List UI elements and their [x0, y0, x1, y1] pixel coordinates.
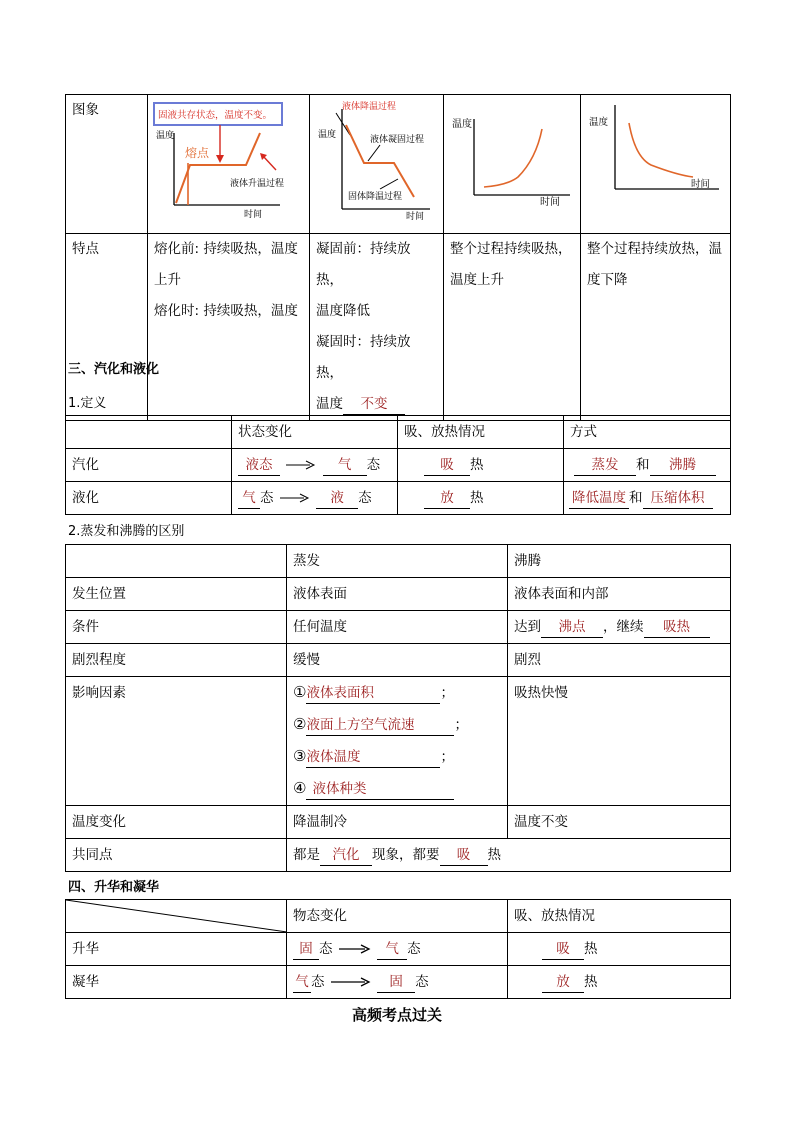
and-text: 和 — [629, 490, 643, 506]
deposition-label: 凝华 — [66, 966, 287, 999]
melting-graph — [148, 95, 310, 234]
heat-suffix: 热 — [584, 941, 598, 957]
state-suffix: 态 — [319, 941, 333, 957]
heat-suffix: 热 — [584, 974, 598, 990]
evaporation-cell: 缓慢 — [287, 644, 508, 677]
header-cell: 方式 — [564, 416, 731, 449]
evaporation-cell: 任何温度 — [287, 611, 508, 644]
graph1-mark: 熔点 — [185, 146, 210, 160]
answer-blank: 固 — [293, 939, 319, 960]
circled-number: ① — [293, 683, 307, 701]
solidifying-feature-line: 凝固时：持续放热， — [316, 334, 411, 381]
answer-blank: 固 — [377, 972, 415, 993]
section4-heading: 四、升华和凝华 — [68, 880, 160, 895]
state-suffix: 态 — [415, 974, 429, 990]
answer-blank: 气 — [377, 939, 407, 960]
answer-blank: 放 — [542, 972, 584, 993]
answer-blank: 气 — [323, 455, 367, 476]
graph1-ylabel: 温度 — [156, 131, 175, 141]
row-label: 温度变化 — [66, 806, 287, 839]
melting-feature-line: 熔化前: 持续吸热，温度 — [154, 241, 298, 257]
right-arrow-icon — [329, 976, 373, 988]
state-suffix: 态 — [260, 490, 274, 506]
evaporation-cell: 降温制冷 — [287, 806, 508, 839]
answer-blank: 沸点 — [541, 617, 603, 638]
liquefaction-label: 液化 — [66, 482, 232, 515]
boiling-cell: 温度不变 — [508, 806, 731, 839]
circled-number: ④ — [293, 779, 307, 797]
heating-feature-line: 整个过程持续吸热， — [450, 241, 572, 257]
sublimation-label: 升华 — [66, 933, 287, 966]
graph3-xlabel: 时间 — [540, 197, 560, 208]
answer-blank: 吸 — [542, 939, 584, 960]
header-cell: 状态变化 — [232, 416, 398, 449]
row-label-graph: 图象 — [66, 95, 148, 234]
solidifying-graph — [310, 95, 444, 234]
graph4-ylabel: 温度 — [589, 117, 609, 128]
evaporation-factors — [287, 677, 508, 806]
answer-blank: 液态 — [238, 455, 280, 476]
text: 达到 — [514, 619, 541, 635]
text: 都是 — [293, 847, 320, 863]
right-arrow-icon — [337, 943, 373, 955]
liquefaction-heat — [398, 482, 564, 515]
answer-blank: 吸 — [440, 845, 488, 866]
evaporation-boiling-table — [65, 544, 731, 872]
and-text: 和 — [636, 457, 650, 473]
graph2-xlabel: 时间 — [406, 212, 425, 221]
row-label: 影响因素 — [66, 677, 287, 806]
answer-blank: 沸腾 — [650, 455, 716, 476]
row-label-feature: 特点 — [66, 234, 148, 421]
melting-feature-line: 上升 — [154, 272, 181, 288]
footer-title: 高频考点过关 — [351, 1006, 442, 1024]
answer-blank: 吸热 — [644, 617, 710, 638]
header-cell — [66, 545, 287, 578]
answer-blank: 降低温度 — [569, 488, 629, 509]
graph2-ylabel: 温度 — [318, 130, 337, 140]
boiling-cell: 液体表面和内部 — [508, 578, 731, 611]
definition-table — [65, 415, 731, 515]
melting-features — [148, 234, 310, 421]
section3-sub2: 2.蒸发和沸腾的区别 — [68, 524, 185, 539]
answer-blank: 气 — [293, 972, 311, 993]
right-arrow-icon — [278, 492, 312, 504]
sublimation-heat — [508, 933, 731, 966]
cooling-feature-line: 度下降 — [587, 272, 628, 288]
graph1-note: 液体升温过程 — [230, 179, 285, 189]
header-cell: 蒸发 — [287, 545, 508, 578]
header-cell: 吸、放热情况 — [508, 900, 731, 933]
boiling-cell: 剧烈 — [508, 644, 731, 677]
vaporization-methods — [564, 449, 731, 482]
graph1-box-text: 固液共存状态，温度不变。 — [158, 110, 273, 121]
melting-curve-chart — [148, 95, 310, 221]
diagonal-line — [66, 900, 287, 932]
heating-feature-line: 温度上升 — [450, 272, 504, 288]
section3-heading: 三、汽化和液化 — [68, 362, 160, 377]
cooling-curve-chart — [581, 95, 731, 221]
row-label: 发生位置 — [66, 578, 287, 611]
header-cell: 沸腾 — [508, 545, 731, 578]
answer-blank: 压缩体积 — [643, 488, 713, 509]
answer-blank: 液体温度 — [306, 747, 440, 768]
solidifying-curve-chart — [310, 95, 444, 221]
graph-feature-table — [65, 94, 731, 421]
deposition-state-change — [287, 966, 508, 999]
state-suffix: 态 — [358, 490, 372, 506]
text: 现象，都要 — [372, 847, 440, 863]
boiling-cell: 吸热快慢 — [508, 677, 731, 806]
liquefaction-methods — [564, 482, 731, 515]
circled-number: ② — [293, 715, 307, 733]
common-cell — [287, 839, 731, 872]
separator: ； — [440, 685, 454, 701]
separator: ； — [440, 749, 454, 765]
state-suffix: 态 — [311, 974, 325, 990]
answer-blank: 气 — [238, 488, 260, 509]
deposition-heat — [508, 966, 731, 999]
graph1-xlabel: 时间 — [244, 210, 263, 220]
evaporation-cell: 液体表面 — [287, 578, 508, 611]
row-label: 条件 — [66, 611, 287, 644]
answer-blank: 液面上方空气流速 — [306, 715, 454, 736]
solidifying-feature-line: 温度降低 — [316, 303, 370, 319]
melting-feature-line: 熔化时: 持续吸热，温度 — [154, 303, 298, 319]
answer-blank: 液体种类 — [306, 779, 454, 800]
state-suffix: 态 — [407, 941, 421, 957]
graph2-mid-note: 液体凝固过程 — [370, 135, 425, 145]
solidifying-feature-line: 凝固前：持续放热， — [316, 241, 411, 288]
heating-curve-chart — [444, 95, 581, 221]
header-cell: 物态变化 — [287, 900, 508, 933]
header-cell: 吸、放热情况 — [398, 416, 564, 449]
answer-blank: 汽化 — [320, 845, 372, 866]
sublimation-state-change — [287, 933, 508, 966]
answer-blank: 液 — [316, 488, 358, 509]
diagonal-header-cell — [66, 900, 287, 933]
graph2-top-note: 液体降温过程 — [342, 102, 397, 112]
boiling-cell — [508, 611, 731, 644]
answer-blank: 放 — [424, 488, 470, 509]
cooling-feature-line: 整个过程持续放热，温 — [587, 241, 722, 257]
solidifying-features — [310, 234, 444, 421]
heat-suffix: 热 — [470, 490, 484, 506]
heat-suffix: 热 — [470, 457, 484, 473]
vaporization-label: 汽化 — [66, 449, 232, 482]
answer-blank: 蒸发 — [574, 455, 636, 476]
vaporization-heat — [398, 449, 564, 482]
separator: ； — [454, 717, 468, 733]
graph2-bottom-note: 固体降温过程 — [348, 192, 403, 202]
text: 热 — [487, 847, 501, 863]
graph4-xlabel: 时间 — [691, 179, 711, 190]
answer-blank: 液体表面积 — [306, 683, 440, 704]
cooling-graph — [581, 95, 731, 234]
right-arrow-icon — [284, 459, 318, 471]
sublimation-table — [65, 899, 731, 999]
liquefaction-state-change — [232, 482, 398, 515]
heating-graph — [444, 95, 581, 234]
text: ，继续 — [603, 619, 644, 635]
row-label: 剧烈程度 — [66, 644, 287, 677]
answer-blank: 吸 — [424, 455, 470, 476]
cooling-features — [581, 234, 731, 421]
circled-number: ③ — [293, 747, 307, 765]
answer-blank: 不变 — [343, 394, 405, 415]
state-suffix: 态 — [366, 457, 381, 473]
row-label: 共同点 — [66, 839, 287, 872]
section3-sub1: 1.定义 — [68, 396, 107, 411]
vaporization-state-change — [232, 449, 398, 482]
solidifying-feature-line: 温度 — [316, 396, 343, 412]
heating-features — [444, 234, 581, 421]
header-cell — [66, 416, 232, 449]
graph3-ylabel: 温度 — [452, 119, 472, 130]
